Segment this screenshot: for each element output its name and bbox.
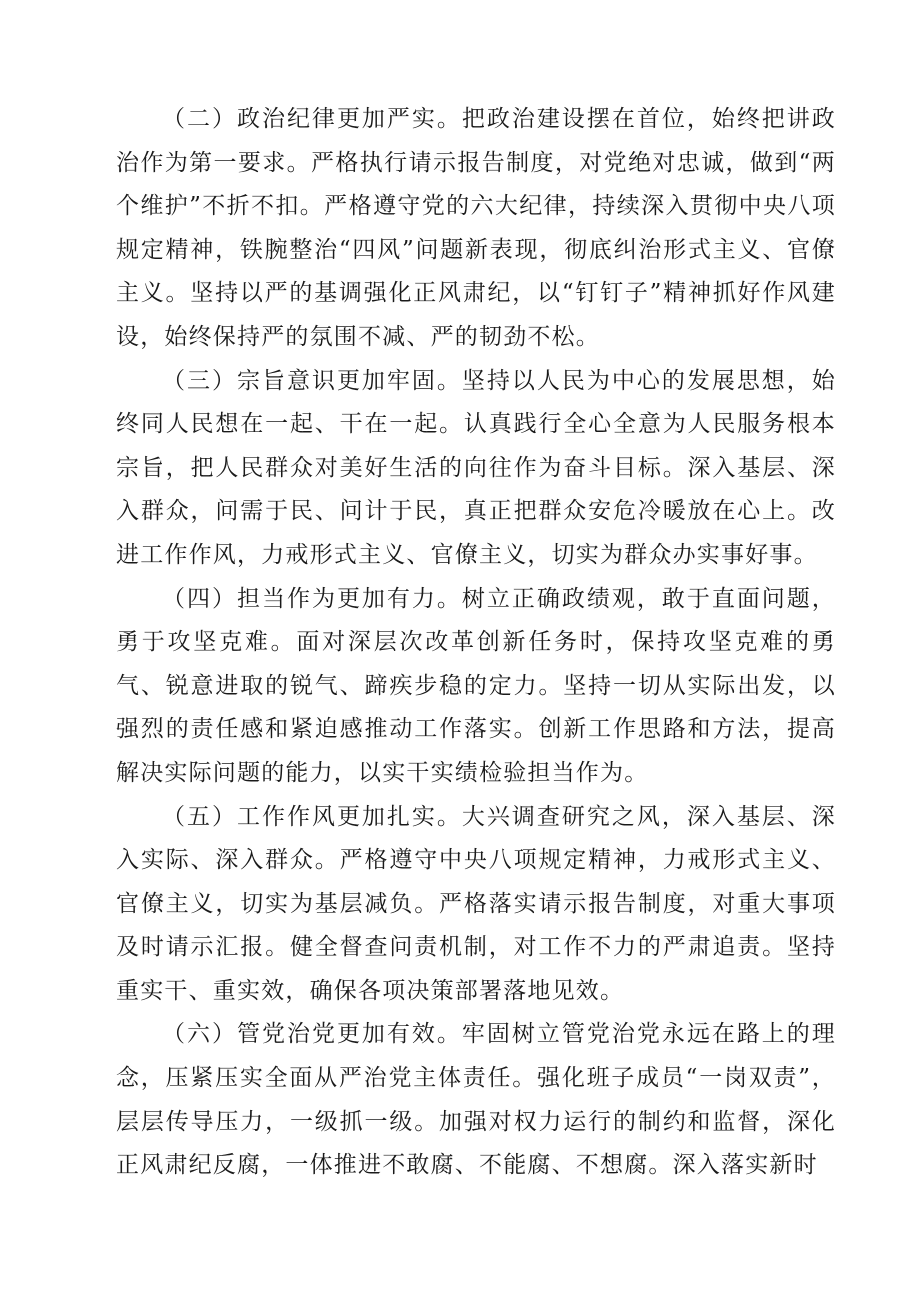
paragraph-party-governance: （六）管党治党更加有效。牢固树立管党治党永远在路上的理念，压紧压实全面从严治党主体责任。强化班子成员“一岗双责”，层层传导压力，一级抓一级。加强对权力运行的制约和监督，深化正风肃纪反腐，一体推进不敢腐、不能腐、不想腐。深入落实新时: [116, 1021, 836, 1179]
paragraph-work-style: （五）工作作风更加扎实。大兴调查研究之风，深入基层、深入实际、深入群众。严格遵守中央八项规定精神，力戒形式主义、官僚主义，切实为基层减负。严格落实请示报告制度，对重大事项及时请示汇报。健全督查问责机制，对工作不力的严肃追责。坚持重实干、重实效，确保各项决策部署落地见效。: [116, 803, 836, 1004]
paragraph-purpose-awareness: （三）宗旨意识更加牢固。坚持以人民为中心的发展思想，始终同人民想在一起、干在一起。认真践行全心全意为人民服务根本宗旨，把人民群众对美好生活的向往作为奋斗目标。深入基层、深入群众，问需于民、问计于民，真正把群众安危冷暖放在心上。改进工作作风，力戒形式主义、官僚主义，切实为群众办实事好事。: [116, 367, 836, 568]
paragraph-political-discipline: （二）政治纪律更加严实。把政治建设摆在首位，始终把讲政治作为第一要求。严格执行请示报告制度，对党绝对忠诚，做到“两个维护”不折不扣。严格遵守党的六大纪律，持续深入贯彻中央八项规定精神，铁腕整治“四风”问题新表现，彻底纠治形式主义、官僚主义。坚持以严的基调强化正风肃纪，以“钉钉子”精神抓好作风建设，始终保持严的氛围不减、严的韧劲不松。: [116, 106, 836, 350]
document-body: [116, 98, 836, 1188]
paragraph-responsibility: （四）担当作为更加有力。树立正确政绩观，敢于直面问题，勇于攻坚克难。面对深层次改革创新任务时，保持攻坚克难的勇气、锐意进取的锐气、蹄疾步稳的定力。坚持一切从实际出发，以强烈的责任感和紧迫感推动工作落实。创新工作思路和方法，提高解决实际问题的能力，以实干实绩检验担当作为。: [116, 585, 836, 786]
